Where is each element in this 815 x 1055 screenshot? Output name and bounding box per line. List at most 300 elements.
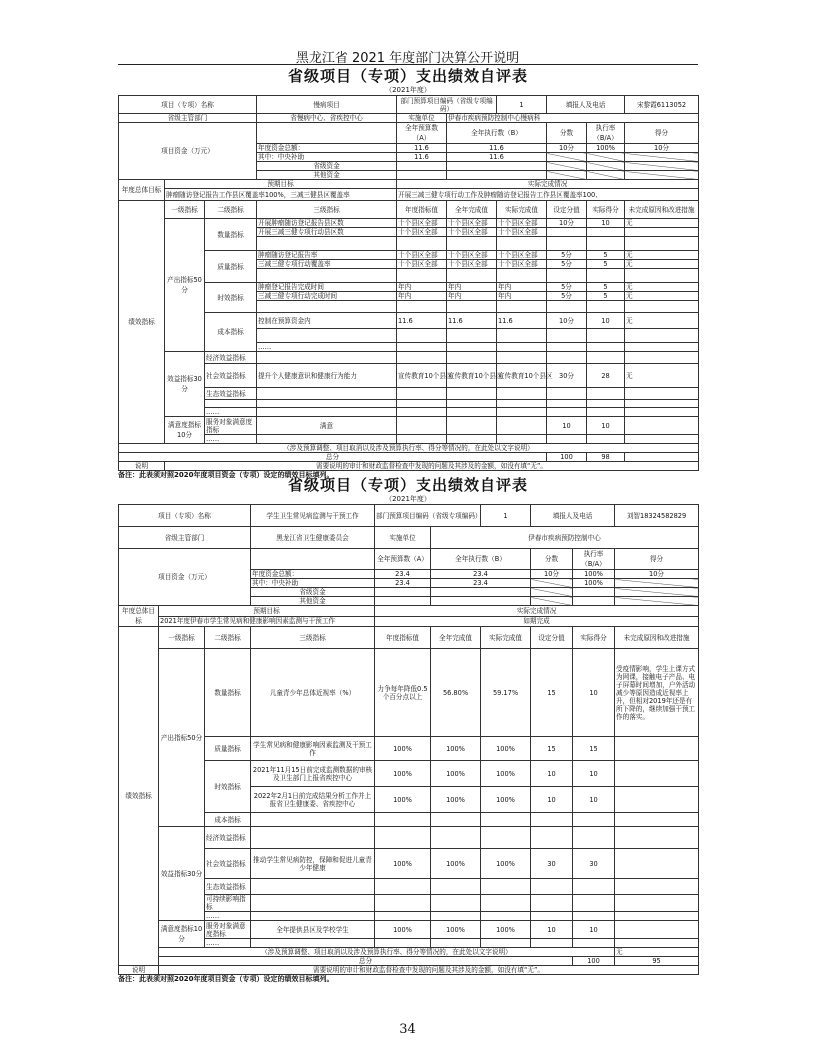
self-eval-form-1 [118,67,698,480]
empty-cell [431,813,481,827]
note-hint: （涉及预算调整、项目取消以及涉及预算执行率、得分等情况的，在此处以文字说明） [119,444,699,453]
satis-label: 满意度指标10分 [159,921,205,948]
metric-done: 100% [431,761,481,787]
h-level3: 三级指标 [257,201,397,219]
metric-actual: 十个县区全部 [497,260,547,269]
empty-cell [497,400,547,408]
h-level3: 三级指标 [251,627,375,649]
metric-done: 十个县区全部 [447,260,497,269]
central-rate: 100% [573,579,615,588]
empty-cell [615,895,699,912]
empty-cell [547,435,587,444]
service-label: 服务对象满意度指标 [205,417,257,435]
metric-reason: 无 [625,364,699,388]
explain-text: 需要说明的审计和财政监督检查中发现的问题及其涉及的金额，如没有填“无”。 [159,966,699,975]
impl-label: 实施单位 [397,114,447,123]
h-annual: 年度指标值 [375,627,431,649]
metric-actual: 59.17% [481,649,531,737]
prov-label: 省级资金 [257,162,397,171]
empty-cell [615,761,699,787]
metric-real: 10 [573,761,615,787]
empty-cell [447,237,497,251]
metric-name: 儿童青少年总体近视率（%） [251,649,375,737]
budget-header: 全年预算数（A） [375,549,431,570]
metric-reason: 无 [625,292,699,301]
empty-cell [615,787,699,813]
metric-reason: 受疫情影响，学生上课方式为网课，接触电子产品、电子屏幕时间增加，户外活动减少等原因造成近视率上升，但相对2019年还是有所下降的，继续加强干预工作的落实。 [615,649,699,737]
other-label: 其他资金 [257,171,397,180]
goal-label: 年度总体目标 [119,606,159,627]
empty-cell [615,939,699,948]
empty-cell [573,879,615,895]
score-header: 分数 [531,549,573,570]
fund-blank [251,549,375,570]
metric-actual: 十个县区全部 [497,228,547,237]
total-get: 10分 [625,144,699,153]
metric-name: 2021年11月15日前完成监测数据的审核及卫生部门上报省疾控中心 [251,761,375,787]
time-label: 时效指标 [205,761,251,813]
fund-blank [257,123,397,144]
h-annual: 年度指标值 [397,201,447,219]
empty-cell [251,912,375,921]
total-score: 10分 [547,144,587,153]
metric-annual: 十个县区全部 [397,219,447,228]
central-label: 其中：中央补助 [251,579,375,588]
empty-cell [573,813,615,827]
metric-reason: 无 [625,260,699,269]
h-reason: 未完成原因和改进措施 [615,627,699,649]
empty-cell [625,343,699,352]
metric-done: 100% [431,737,481,761]
get-header: 得分 [615,549,699,570]
total-set: 100 [547,453,587,462]
note-hint: （涉及预算调整、项目取消以及涉及预算执行率、得分等情况的，在此处以文字说明） [159,948,615,957]
qty-label: 数量指标 [205,219,257,251]
empty-cell [615,813,699,827]
empty-cell [615,827,699,849]
empty-cell [257,435,397,444]
form-table [118,95,699,471]
form-title: 省级项目（专项）支出绩效自评表 [287,476,528,494]
empty-cell [625,400,699,408]
dept-value: 黑龙江省卫生健康委员会 [251,527,375,549]
empty-cell [587,237,625,251]
impl-label: 实施单位 [375,527,431,549]
qual-label: 质量指标 [205,737,251,761]
total-budget: 23.4 [375,570,431,579]
diag-cell [531,597,573,606]
goal-label: 年度总体目标 [119,180,165,201]
empty-cell [547,269,587,283]
empty-cell [587,301,625,313]
metric-actual: 100% [481,849,531,879]
empty-cell [531,912,573,921]
fund-label: 项目资金（万元） [119,123,257,180]
empty-cell [397,162,447,171]
metric-actual: 11.6 [497,313,547,329]
h-level1: 一级指标 [165,201,205,219]
total-set: 100 [573,957,615,966]
empty-cell [547,237,587,251]
h-level2: 二级指标 [205,201,257,219]
empty-cell [397,408,447,417]
metric-name: 全年提供县区及学校学生 [251,921,375,939]
empty-cell [257,400,397,408]
central-label: 其中：中央补助 [257,153,397,162]
page-number: 34 [399,1022,416,1037]
metric-set: 5分 [547,251,587,260]
empty-cell [625,301,699,313]
metric-done: 11.6 [447,313,497,329]
header-rule [118,64,698,65]
empty-cell [257,269,397,283]
metric-done: 十个县区全部 [447,228,497,237]
code-label: 部门预算项目编码（省级专项编码） [375,505,481,527]
empty-cell [587,352,625,364]
service-label: 服务对象满意度指标 [205,921,251,939]
metric-annual: 十个县区全部 [397,251,447,260]
empty-cell [547,329,587,343]
h-level2: 二级指标 [205,627,251,649]
diag-cell [587,171,625,180]
empty-cell [481,912,531,921]
empty-cell [447,269,497,283]
footnote: 备注：此表须对照2020年度项目资金（专项）设定的绩效目标填列。 [118,975,334,983]
perf-label: 绩效指标 [119,201,165,444]
goal-expected-text: 肿瘤随访登记报告工作县区覆盖率100%，三减三健县区覆盖率 [165,189,397,201]
empty-cell [497,417,547,435]
empty-cell [625,435,699,444]
metric-annual: 年内 [397,283,447,292]
total-label: 总分 [119,453,547,462]
time-label: 时效指标 [205,283,257,313]
total-exec: 23.4 [431,570,531,579]
metric-done: 100% [431,849,481,879]
empty-cell [573,895,615,912]
metric-reason: 无 [625,313,699,329]
diag-cell [547,153,587,162]
empty-cell [375,588,431,597]
contact-label: 填报人及电话 [531,505,615,527]
empty-cell [375,912,431,921]
empty-cell [497,352,547,364]
metric-name: 学生常见病和健康影响因素监测及干预工作 [251,737,375,761]
empty-cell [573,597,615,606]
empty-cell [573,588,615,597]
empty-cell [375,879,431,895]
empty-cell [431,895,481,912]
score-header: 分数 [547,123,587,144]
metric-real: 15 [573,737,615,761]
total-exec: 11.6 [447,144,547,153]
metric-set: 10 [531,787,573,813]
empty-cell [615,849,699,879]
econ-label: 经济效益指标 [205,352,257,364]
empty-cell [431,588,531,597]
goal-actual-header: 实际完成情况 [397,180,699,189]
empty-cell [497,408,547,417]
contact-label: 填报人及电话 [547,96,625,114]
diag-cell [625,171,699,180]
diag-cell [625,153,699,162]
metric-name: 三减三健专项行动覆盖率 [257,260,397,269]
metric-actual: 十个县区全部 [497,251,547,260]
explain-label: 说明 [119,966,159,975]
empty-cell [397,435,447,444]
metric-real: 5 [587,260,625,269]
empty-cell [497,329,547,343]
diag-cell [531,588,573,597]
empty-cell [625,388,699,400]
empty-cell [481,939,531,948]
empty-cell [251,827,375,849]
empty-cell [547,228,587,237]
empty-cell [447,162,547,171]
metric-name: 开展肿瘤随访登记报告县区数 [257,219,397,228]
empty-cell [375,895,431,912]
exec-header: 全年执行数（B） [431,549,531,570]
impl-value: 伊春市疾病预防控制中心慢病科 [447,114,699,123]
central-exec: 11.6 [447,153,547,162]
empty-cell [547,400,587,408]
dept-label: 省级主管部门 [119,114,257,123]
metric-name: 推动学生常见病防控，保障和促进儿童青少年健康 [251,849,375,879]
metric-set: 15 [531,649,573,737]
empty-cell [397,301,447,313]
metric-reason: 无 [625,219,699,228]
metric-reason: 无 [625,251,699,260]
project-name-label: 项目（专项）名称 [119,96,257,114]
empty-cell [625,329,699,343]
diag-cell [531,579,573,588]
cost-label: 成本指标 [205,813,251,827]
diag-cell [625,162,699,171]
total-real: 95 [615,957,699,966]
empty-cell [531,813,573,827]
empty-cell [397,388,447,400]
empty-cell [447,329,497,343]
empty-cell [497,435,547,444]
h-actual: 实际完成值 [497,201,547,219]
metric-name: 2022年2月1日前完成结果分析工作并上报省卫生健康委、省疾控中心 [251,787,375,813]
empty-cell [481,895,531,912]
empty-cell [397,269,447,283]
contact-value: 刘智18324582829 [615,505,699,527]
output-label: 产出指标50分 [165,219,205,352]
empty-cell [625,228,699,237]
empty-cell [615,879,699,895]
metric-annual: 十个县区全部 [397,260,447,269]
total-label: 总分 [159,957,573,966]
empty-cell [375,939,431,948]
metric-real: 5 [587,283,625,292]
empty-cell [257,329,397,343]
h-level1: 一级指标 [159,627,205,649]
metric-real: 5 [587,292,625,301]
dept-label: 省级主管部门 [119,527,251,549]
metric-real: 10 [573,921,615,939]
ellipsis: …… [205,435,257,444]
metric-done: 十个县区全部 [447,219,497,228]
empty-cell [497,388,547,400]
contact-value: 宋黎霞6113052 [625,96,699,114]
econ-label: 经济效益指标 [205,827,251,849]
metric-set: 10分 [547,219,587,228]
note-value: 无 [615,948,699,957]
metric-set: 10 [531,761,573,787]
metric-name: 控制在预算资金内 [257,313,397,329]
empty-cell [257,352,397,364]
eco-label: 生态效益指标 [205,879,251,895]
empty-cell [587,228,625,237]
budget-header: 全年预算数（A） [397,123,447,144]
empty-cell [251,895,375,912]
code-label: 部门预算项目编码（省级专项编码） [397,96,497,114]
impl-value: 伊春市疾病预防控制中心 [431,527,699,549]
ellipsis: …… [257,343,397,352]
empty-cell [587,435,625,444]
perf-label: 绩效指标 [119,627,159,966]
goal-expected-text: 2021年度伊春市学生常见病和健康影响因素监测与干预工作 [159,616,375,627]
empty-cell [447,352,497,364]
empty-cell [481,813,531,827]
explain-label: 说明 [119,462,165,471]
central-budget: 11.6 [397,153,447,162]
empty-cell [615,912,699,921]
empty-cell [431,827,481,849]
empty-cell [251,879,375,895]
empty-cell [431,912,481,921]
metric-annual: 11.6 [397,313,447,329]
empty-cell [587,269,625,283]
metric-annual: 100% [375,761,431,787]
form-table [118,504,699,975]
empty-cell [625,269,699,283]
output-label: 产出指标50分 [159,649,205,827]
ellipsis: …… [205,939,251,948]
empty-cell [375,827,431,849]
fund-label: 项目资金（万元） [119,549,251,606]
total-fund-label: 年度资金总额： [251,570,375,579]
empty-cell [587,388,625,400]
dept-value: 省慢病中心、省疾控中心 [257,114,397,123]
empty-cell [257,388,397,400]
metric-name: 肿瘤登记报告完成时间 [257,283,397,292]
goal-expected-header: 预期目标 [159,606,375,617]
empty-cell [625,453,699,462]
total-rate: 100% [573,570,615,579]
metric-annual: 100% [375,787,431,813]
metric-set: 5分 [547,292,587,301]
diag-cell [615,588,699,597]
empty-cell [397,171,447,180]
empty-cell [497,237,547,251]
empty-cell [481,879,531,895]
metric-real: 10 [587,219,625,228]
empty-cell [573,912,615,921]
empty-cell [481,827,531,849]
empty-cell [447,301,497,313]
empty-cell [547,343,587,352]
empty-cell [587,343,625,352]
total-get: 10分 [615,570,699,579]
code-value: 1 [497,96,547,114]
metric-annual: 100% [375,849,431,879]
h-set: 设定分值 [547,201,587,219]
rate-header: 执行率（B/A） [587,123,625,144]
total-rate: 100% [587,144,625,153]
metric-done: 100% [431,921,481,939]
empty-cell [447,408,497,417]
metric-name: 提升个人健康意识和健康行为能力 [257,364,397,388]
project-name-label: 项目（专项）名称 [119,505,251,527]
h-done: 全年完成值 [431,627,481,649]
metric-done: 100% [431,787,481,813]
metric-name: 开展三减三健专项行动县区数 [257,228,397,237]
goal-actual-text: 如期完成 [375,616,699,627]
empty-cell [431,879,481,895]
metric-actual: 100% [481,787,531,813]
social-label: 社会效益指标 [205,364,257,388]
empty-cell [397,417,447,435]
empty-cell [547,388,587,400]
metric-name: 肿瘤随访登记报告率 [257,251,397,260]
metric-done: 十个县区全部 [447,251,497,260]
metric-name: 三减三健专项行动完成时间 [257,292,397,301]
empty-cell [447,417,497,435]
metric-actual: 100% [481,761,531,787]
empty-cell [587,329,625,343]
goal-expected-header: 预期目标 [165,180,397,189]
metric-real: 30 [573,849,615,879]
empty-cell [205,400,257,408]
empty-cell [497,301,547,313]
empty-cell [625,352,699,364]
empty-cell [625,417,699,435]
empty-cell [625,408,699,417]
satis-label: 满意度指标10分 [165,417,205,444]
empty-cell [397,352,447,364]
metric-real: 10 [587,417,625,435]
metric-actual: 宣传教育10个县区 [497,364,547,388]
social-label: 社会效益指标 [205,849,251,879]
metric-set: 10 [547,417,587,435]
empty-cell [251,939,375,948]
metric-annual: 年内 [397,292,447,301]
metric-set: 30 [531,849,573,879]
empty-cell [615,737,699,761]
metric-actual: 十个县区全部 [497,219,547,228]
metric-done: 年内 [447,283,497,292]
diag-cell [615,597,699,606]
empty-cell [625,237,699,251]
empty-cell [547,301,587,313]
project-name: 学生卫生常见病监测与干预工作 [251,505,375,527]
empty-cell [615,921,699,939]
empty-cell [447,171,547,180]
metric-annual: 100% [375,921,431,939]
effect-label: 效益指标30分 [165,352,205,417]
metric-real: 10 [573,649,615,737]
h-reason: 未完成原因和改进措施 [625,201,699,219]
form-year: （2021年度） [385,86,431,94]
get-header: 得分 [625,123,699,144]
metric-actual: 100% [481,921,531,939]
empty-cell [587,408,625,417]
metric-set: 10 [531,921,573,939]
metric-name: 满意 [257,417,397,435]
form-title: 省级项目（专项）支出绩效自评表 [287,67,528,85]
